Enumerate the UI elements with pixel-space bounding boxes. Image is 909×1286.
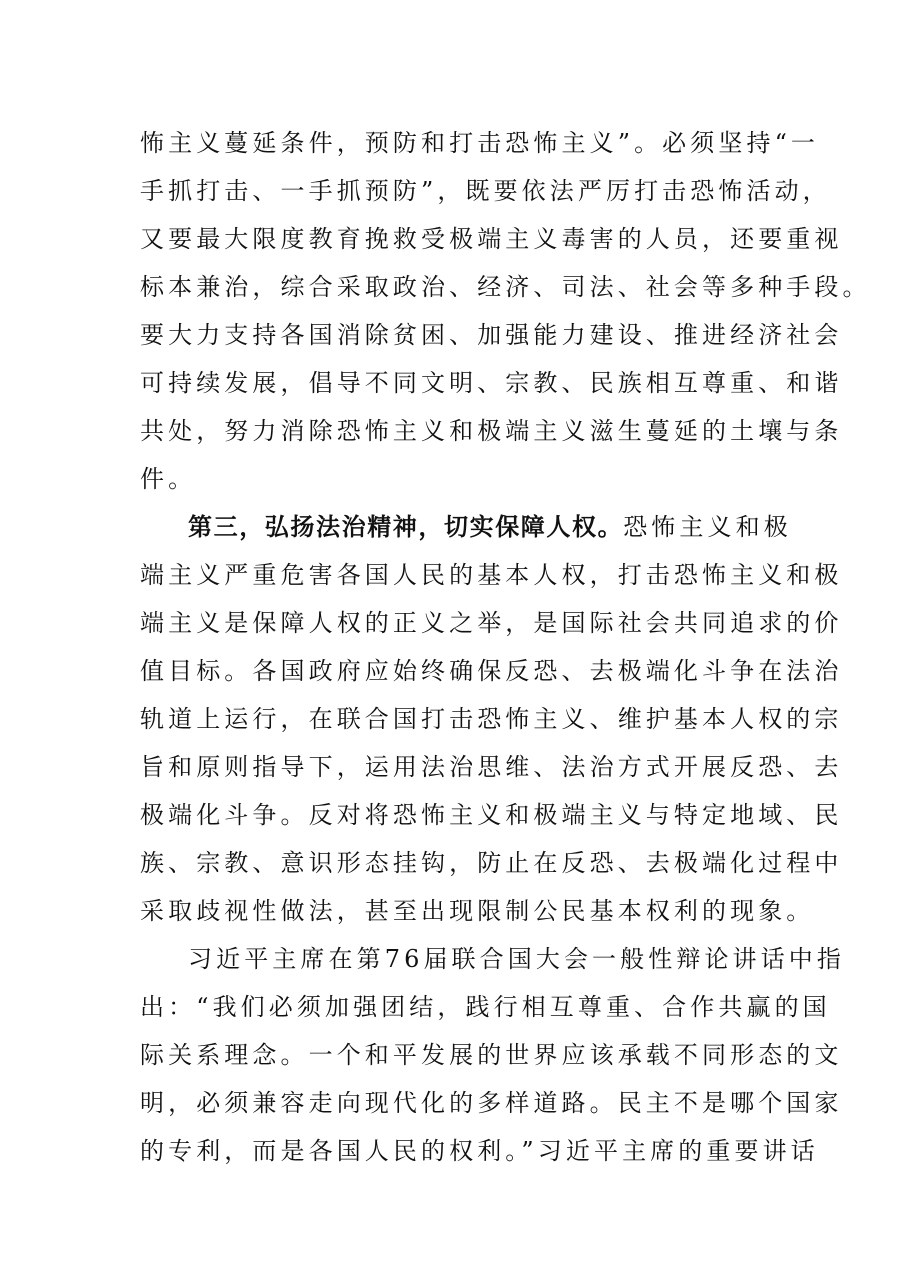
text-line: 怖主义蔓延条件，预防和打击恐怖主义”。必须坚持“一 — [140, 129, 820, 157]
text-line: 又要最大限度教育挽救受极端主义毒害的人员，还要重视 — [140, 225, 843, 253]
text-line: 极端化斗争。反对将恐怖主义和极端主义与特定地域、民 — [140, 801, 843, 829]
text-line: 件。 — [140, 465, 197, 493]
text-line: 共处，努力消除恐怖主义和极端主义滋生蔓延的土壤与条 — [140, 417, 843, 445]
text-line: 际关系理念。一个和平发展的世界应该承载不同形态的文 — [140, 1041, 843, 1069]
text-line: 的专利，而是各国人民的权利。”习近平主席的重要讲话 — [140, 1137, 819, 1165]
section-heading: 第三，弘扬法治精神，切实保障人权。 — [188, 513, 624, 541]
text-line: 旨和原则指导下，运用法治思维、法治方式开展反恐、去 — [140, 753, 843, 781]
text-line: 要大力支持各国消除贫困、加强能力建设、推进经济社会 — [140, 321, 843, 349]
text-line: 可持续发展，倡导不同文明、宗教、民族相互尊重、和谐 — [140, 369, 843, 397]
text-line: 轨道上运行，在联合国打击恐怖主义、维护基本人权的宗 — [140, 705, 843, 733]
text-line: 值目标。各国政府应始终确保反恐、去极端化斗争在法治 — [140, 657, 843, 685]
text-line: 采取歧视性做法，甚至出现限制公民基本权利的现象。 — [140, 897, 815, 925]
heading-tail-text: 恐怖主义和极 — [623, 513, 792, 541]
text-line: 族、宗教、意识形态挂钩，防止在反恐、去极端化过程中 — [140, 849, 843, 877]
text-line: 端主义严重危害各国人民的基本人权，打击恐怖主义和极 — [140, 561, 843, 589]
text-line: 手抓打击、一手抓预防”，既要依法严厉打击恐怖活动， — [140, 177, 831, 205]
text-line: 习近平主席在第76届联合国大会一般性辩论讲话中指 — [188, 945, 845, 973]
text-line: 明，必须兼容走向现代化的多样道路。民主不是哪个国家 — [140, 1089, 843, 1117]
section-heading-line — [188, 507, 828, 547]
text-line: 出：“我们必须加强团结，践行相互尊重、合作共赢的国 — [140, 993, 831, 1021]
text-line: 标本兼治，综合采取政治、经济、司法、社会等多种手段。 — [140, 273, 871, 301]
text-line: 端主义是保障人权的正义之举，是国际社会共同追求的价 — [140, 609, 843, 637]
